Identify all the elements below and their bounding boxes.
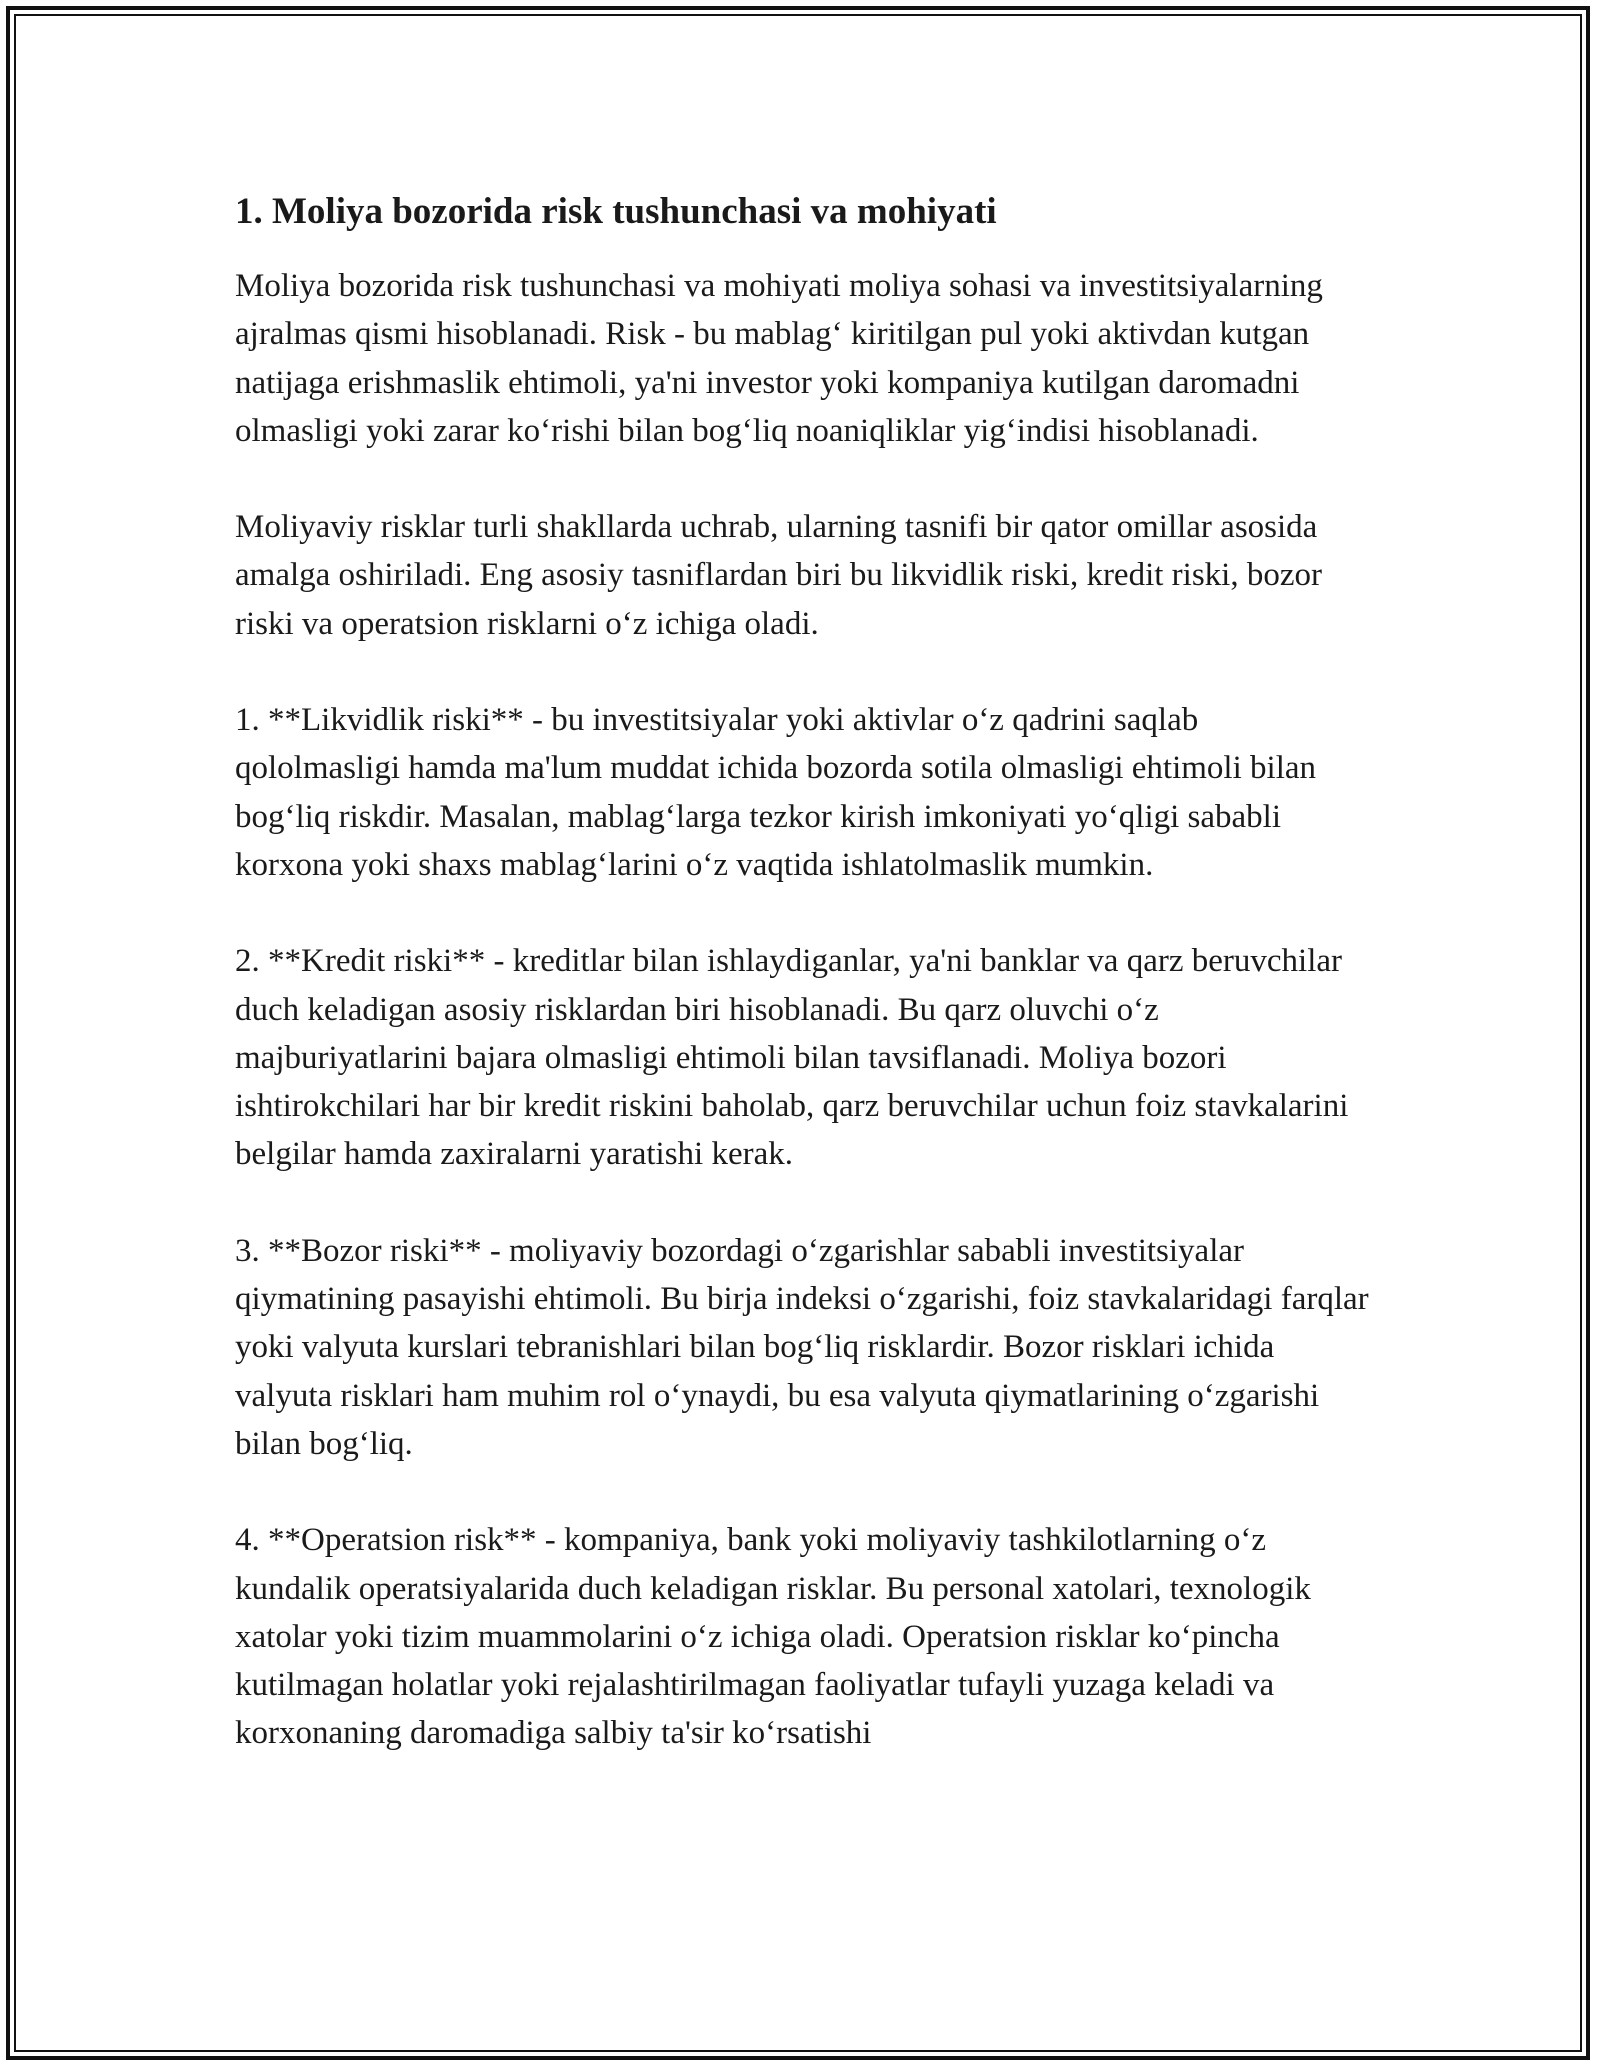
paragraph-classification: Moliyaviy risklar turli shakllarda uchrab, ularning tasnifi bir qator omillar asosida amalga oshiriladi. Eng asosiy tasniflardan biri bu likvidlik riski, kredit riski, bozor riski va operatsion risklarni o‘z ichiga oladi. — [235, 509, 1322, 642]
paragraph-intro: Moliya bozorida risk tushunchasi va mohiyati moliya sohasi va investitsiyalarning ajralmas qismi hisoblanadi. Risk - bu mablag‘ kiritilgan pul yoki aktivdan kutgan natijaga erishmaslik ehtimoli, ya'ni investor yoki kompaniya kutilgan daromadni olmasligi yoki zarar ko‘rishi bilan bog‘liq noaniqliklar yig‘indisi hisoblanadi. — [235, 268, 1323, 449]
paragraph-operational-risk: 4. **Operatsion risk** - kompaniya, bank yoki moliyaviy tashkilotlarning o‘z kundalik operatsiyalarida duch keladigan risklar. Bu personal xatolari, texnologik xatolar yoki tizim muammolarini o‘z ichiga oladi. Operatsion risklar ko‘pincha kutilmagan holatlar yoki rejalashtirilmagan faoliyatlar tufayli yuzaga keladi va korxonaning daromadiga salbiy ta'sir ko‘rsatishi — [235, 1522, 1311, 1752]
document-body — [235, 188, 1370, 1806]
paragraph-liquidity-risk: 1. **Likvidlik riski** - bu investitsiyalar yoki aktivlar o‘z qadrini saqlab qololmasligi hamda ma'lum muddat ichida bozorda sotila olmasligi ehtimoli bilan bog‘liq riskdir. Masalan, mablag‘larga tezkor kirish imkoniyati yo‘qligi sababli korxona yoki shaxs mablag‘larini o‘z vaqtida ishlatolmaslik mumkin. — [235, 702, 1317, 883]
paragraph-credit-risk: 2. **Kredit riski** - kreditlar bilan ishlaydiganlar, ya'ni banklar va qarz beruvchilar duch keladigan asosiy risklardan biri hisoblanadi. Bu qarz oluvchi o‘z majburiyatlarini bajara olmasligi ehtimoli bilan tavsiflanadi. Moliya bozori ishtirokchilari har bir kredit riskini baholab, qarz beruvchilar uchun foiz stavkalarini belgilar hamda zaxiralarni yaratishi kerak. — [235, 943, 1349, 1173]
paragraph-market-risk: 3. **Bozor riski** - moliyaviy bozordagi o‘zgarishlar sababli investitsiyalar qiymatining pasayishi ehtimoli. Bu birja indeksi o‘zgarishi, foiz stavkalaridagi farqlar yoki valyuta kurslari tebranishlari bilan bog‘liq risklardir. Bozor risklari ichida valyuta risklari ham muhim rol o‘ynaydi, bu esa valyuta qiymatlarining o‘zgarishi bilan bog‘liq. — [235, 1232, 1369, 1462]
section-title: 1. Moliya bozorida risk tushunchasi va mohiyati — [235, 191, 997, 232]
